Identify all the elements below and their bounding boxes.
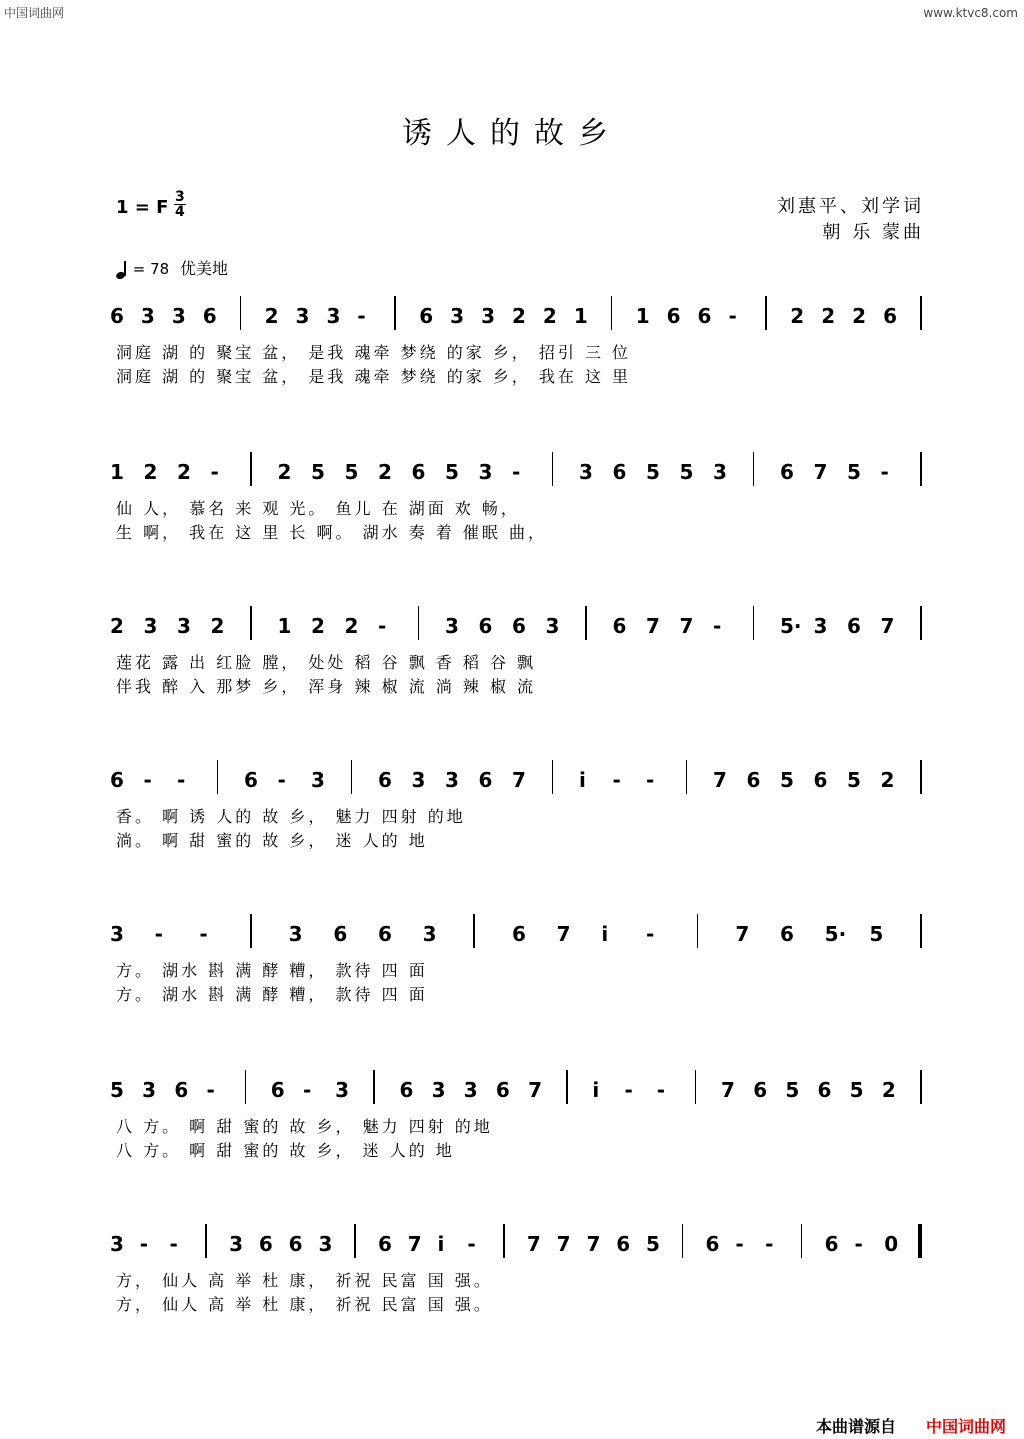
source-label: 本曲谱源自 [816,1417,897,1436]
note: 3 [450,304,465,328]
note: 3 [579,460,593,484]
note: - [854,1232,863,1256]
lyric-verse-1: 香。 啊 诱 人的 故 乡， 魅力 四射 的地 [116,807,466,826]
note: 3 [431,1078,446,1102]
note: i [579,768,586,792]
note: 6 [378,768,392,792]
score-row [0,452,1024,562]
bar-line [920,914,922,948]
note: 3 [288,922,303,946]
note: 6 [244,768,258,792]
score-row [0,296,1024,406]
note: 7 [813,460,828,484]
note: 6 [883,304,897,328]
note: 6 [411,460,426,484]
note: 2 [821,304,836,328]
note: 6 [847,614,861,638]
note: 3 [422,922,437,946]
note: 5 [847,768,861,792]
note: 6 [419,304,434,328]
note: 5 [311,460,325,484]
note: - [277,768,286,792]
bar-line [697,914,699,948]
bar-line [373,1070,375,1104]
score-row [0,760,1024,870]
bar-line [686,760,688,794]
bar-line [552,452,554,486]
note: 3 [318,1232,333,1256]
note: 6 [478,768,493,792]
bar-line [552,760,554,794]
note: - [512,460,521,484]
bar-line [418,606,420,640]
note: 3 [110,1232,124,1256]
bar-line [351,760,353,794]
note: 6 [813,768,828,792]
note: 1 [635,304,650,328]
note: 7 [586,1232,601,1256]
note: 1 [573,304,588,328]
bar-line [920,760,922,794]
note: i [437,1232,445,1256]
note: 2 [790,304,805,328]
note: i [592,1078,600,1102]
note: 0 [884,1232,899,1256]
notes-line [0,914,1024,954]
tempo-value: = 78 [132,260,170,278]
note: - [199,922,208,946]
bar-line [585,606,587,640]
bar-line [250,606,252,640]
lyric-verse-2: 方， 仙人 高 举 杜 康， 祈祝 民富 国 强。 [116,1295,493,1314]
lyric-verse-1: 方， 仙人 高 举 杜 康， 祈祝 民富 国 强。 [116,1271,493,1290]
note: 6 [110,304,124,328]
song-title: 诱人的故乡 [402,116,622,151]
bar-line [753,606,755,640]
note: 2 [542,304,557,328]
note: 3 [445,614,459,638]
note: - [612,768,621,792]
expression-mark: 优美地 [180,259,229,278]
note: - [357,304,366,328]
note: 6 [697,304,712,328]
notes-line [0,606,1024,646]
note: 7 [512,768,526,792]
bar-line [920,452,922,486]
lyric-verse-1: 方。 湖水 斟 满 酵 糟， 款待 四 面 [116,961,428,980]
note: 7 [526,1232,541,1256]
note: 6 [478,614,493,638]
score-row [0,1070,1024,1180]
note: 3 [140,304,155,328]
note: 5 [679,460,694,484]
note: 2 [378,460,392,484]
bar-line [240,296,242,330]
note: 2 [210,614,225,638]
bar-line [920,296,922,330]
note: 2 [344,614,359,638]
note: - [177,768,186,792]
note: 5 [646,1232,660,1256]
lyric-verse-1: 洞庭 湖 的 聚宝 盆， 是我 魂牵 梦绕 的家 乡， 招引 三 位 [116,343,632,362]
note: 6 [817,1078,832,1102]
note: - [765,1232,774,1256]
bar-line [682,1224,684,1258]
lyric-verse-1: 八 方。 啊 甜 蜜的 故 乡， 魅力 四射 的地 [116,1117,493,1136]
note: 6 [202,304,217,328]
note: 3 [295,304,310,328]
note: 6 [258,1232,273,1256]
bar-line [566,1070,568,1104]
note: 5 [869,922,884,946]
note: 5 [849,1078,864,1102]
note: 6 [612,614,627,638]
note: 6 [333,922,348,946]
note: - [467,1232,476,1256]
note: - [880,460,889,484]
score-row [0,914,1024,1024]
note: - [143,768,152,792]
bar-line [611,296,613,330]
key-signature: 1 = F [116,197,169,218]
notes-line [0,1224,1024,1264]
note: 7 [721,1078,735,1102]
lyric-verse-2: 伴我 醉 入 那梦 乡， 浑身 辣 椒 流 淌 辣 椒 流 [116,677,537,696]
note: 5 [780,768,794,792]
note: - [728,304,737,328]
note: 5· [824,922,847,946]
note: 2 [881,1078,896,1102]
lyric-verse-1: 莲花 露 出 红脸 膛， 处处 稻 谷 飘 香 稻 谷 飘 [116,653,537,672]
note: - [656,1078,666,1102]
note: 2 [277,460,292,484]
note: 2 [880,768,895,792]
notes-line [0,296,1024,336]
score-row [0,1224,1024,1334]
bar-line [695,1070,697,1104]
note: 7 [407,1232,422,1256]
bar-line [503,1224,505,1258]
note: - [735,1232,744,1256]
note: - [210,460,219,484]
score-row [0,606,1024,716]
note: 3 [229,1232,244,1256]
time-signature [174,190,186,219]
note: 5 [785,1078,800,1102]
note: - [206,1078,215,1102]
note: 1 [110,460,124,484]
note: 3 [110,922,124,946]
note: 2 [143,460,158,484]
lyric-verse-2: 八 方。 啊 甜 蜜的 故 乡， 迷 人的 地 [116,1141,455,1160]
note: 5 [445,460,459,484]
note: 5 [344,460,359,484]
lyric-verse-1: 仙 人， 慕名 来 观 光。 鱼儿 在 湖面 欢 畅， [116,499,520,518]
note: 3 [335,1078,350,1102]
note: 3 [445,768,459,792]
note: 7 [646,614,660,638]
note: 3 [177,614,191,638]
note: 7 [556,1232,571,1256]
note: 2 [177,460,191,484]
note: 3 [143,614,158,638]
note: 7 [735,922,750,946]
note: 6 [270,1078,285,1102]
note: 3 [326,304,341,328]
note: 6 [110,768,124,792]
final-bar-line [918,1224,922,1258]
note: - [139,1232,149,1256]
lyric-verse-2: 洞庭 湖 的 聚宝 盆， 是我 魂牵 梦绕 的家 乡， 我在 这 里 [116,367,632,386]
site-name-top-left: 中国词曲网 [4,6,65,20]
note: 6 [705,1232,720,1256]
bar-line [354,1224,356,1258]
note: 2 [852,304,867,328]
lyric-verse-2: 淌。 啊 甜 蜜的 故 乡， 迷 人的 地 [116,831,428,850]
note: 3 [545,614,560,638]
note: 6 [174,1078,189,1102]
note: - [646,922,655,946]
note: 3 [142,1078,157,1102]
note: 3 [478,460,493,484]
note: 3 [171,304,186,328]
note: - [302,1078,312,1102]
quarter-note-icon [116,261,128,279]
bar-line [245,1070,247,1104]
note: 7 [679,614,694,638]
bar-line [473,914,475,948]
note: - [169,1232,178,1256]
note: 3 [481,304,495,328]
note: 2 [512,304,526,328]
note: - [154,922,163,946]
bar-line [250,452,252,486]
note: 6 [288,1232,303,1256]
site-url-top-right: www.ktvc8.com [923,6,1018,20]
note: - [624,1078,633,1102]
bar-line [920,1070,922,1104]
time-signature-bottom: 4 [175,204,185,220]
note: 2 [264,304,279,328]
bar-line [765,296,767,330]
note: 1 [277,614,292,638]
note: 3 [713,460,727,484]
note: 3 [813,614,828,638]
lyricist-credit: 刘惠平、刘学词 [777,196,924,217]
note: 3 [311,768,325,792]
bar-line [801,1224,803,1258]
note: 6 [616,1232,631,1256]
note: - [378,614,387,638]
note: 2 [110,614,124,638]
tempo-marking [116,256,228,279]
note: - [713,614,722,638]
note: 6 [399,1078,414,1102]
note: 7 [713,768,727,792]
notes-line [0,1070,1024,1110]
note: 6 [780,922,794,946]
note: 6 [666,304,681,328]
bar-line [217,760,219,794]
note: i [601,922,609,946]
note: 2 [311,614,325,638]
bar-line [920,606,922,640]
bar-line [205,1224,207,1258]
lyric-verse-2: 方。 湖水 斟 满 酵 糟， 款待 四 面 [116,985,428,1004]
note: 5· [780,614,802,638]
notes-line [0,452,1024,492]
note: 6 [746,768,761,792]
note: 5 [646,460,660,484]
note: 6 [612,460,627,484]
notes-line [0,760,1024,800]
note: 6 [753,1078,768,1102]
note: 3 [411,768,426,792]
bar-line [250,914,252,948]
note: 6 [378,922,392,946]
bar-line [753,452,755,486]
lyric-verse-2: 生 啊， 我在 这 里 长 啊。 湖水 奏 着 催眠 曲， [116,523,547,542]
note: - [646,768,655,792]
note: 3 [463,1078,478,1102]
composer-credit: 朝 乐 蒙曲 [822,222,924,243]
note: 7 [556,922,571,946]
note: 6 [495,1078,510,1102]
note: 5 [110,1078,124,1102]
note: 6 [378,1232,392,1256]
time-signature-top: 3 [175,189,185,205]
source-site-name: 中国词曲网 [926,1417,1007,1436]
note: 6 [512,922,526,946]
note: 6 [824,1232,839,1256]
note: 5 [847,460,861,484]
note: 7 [528,1078,542,1102]
bar-line [394,296,396,330]
note: 6 [512,614,526,638]
note: 6 [780,460,794,484]
note: 7 [880,614,895,638]
